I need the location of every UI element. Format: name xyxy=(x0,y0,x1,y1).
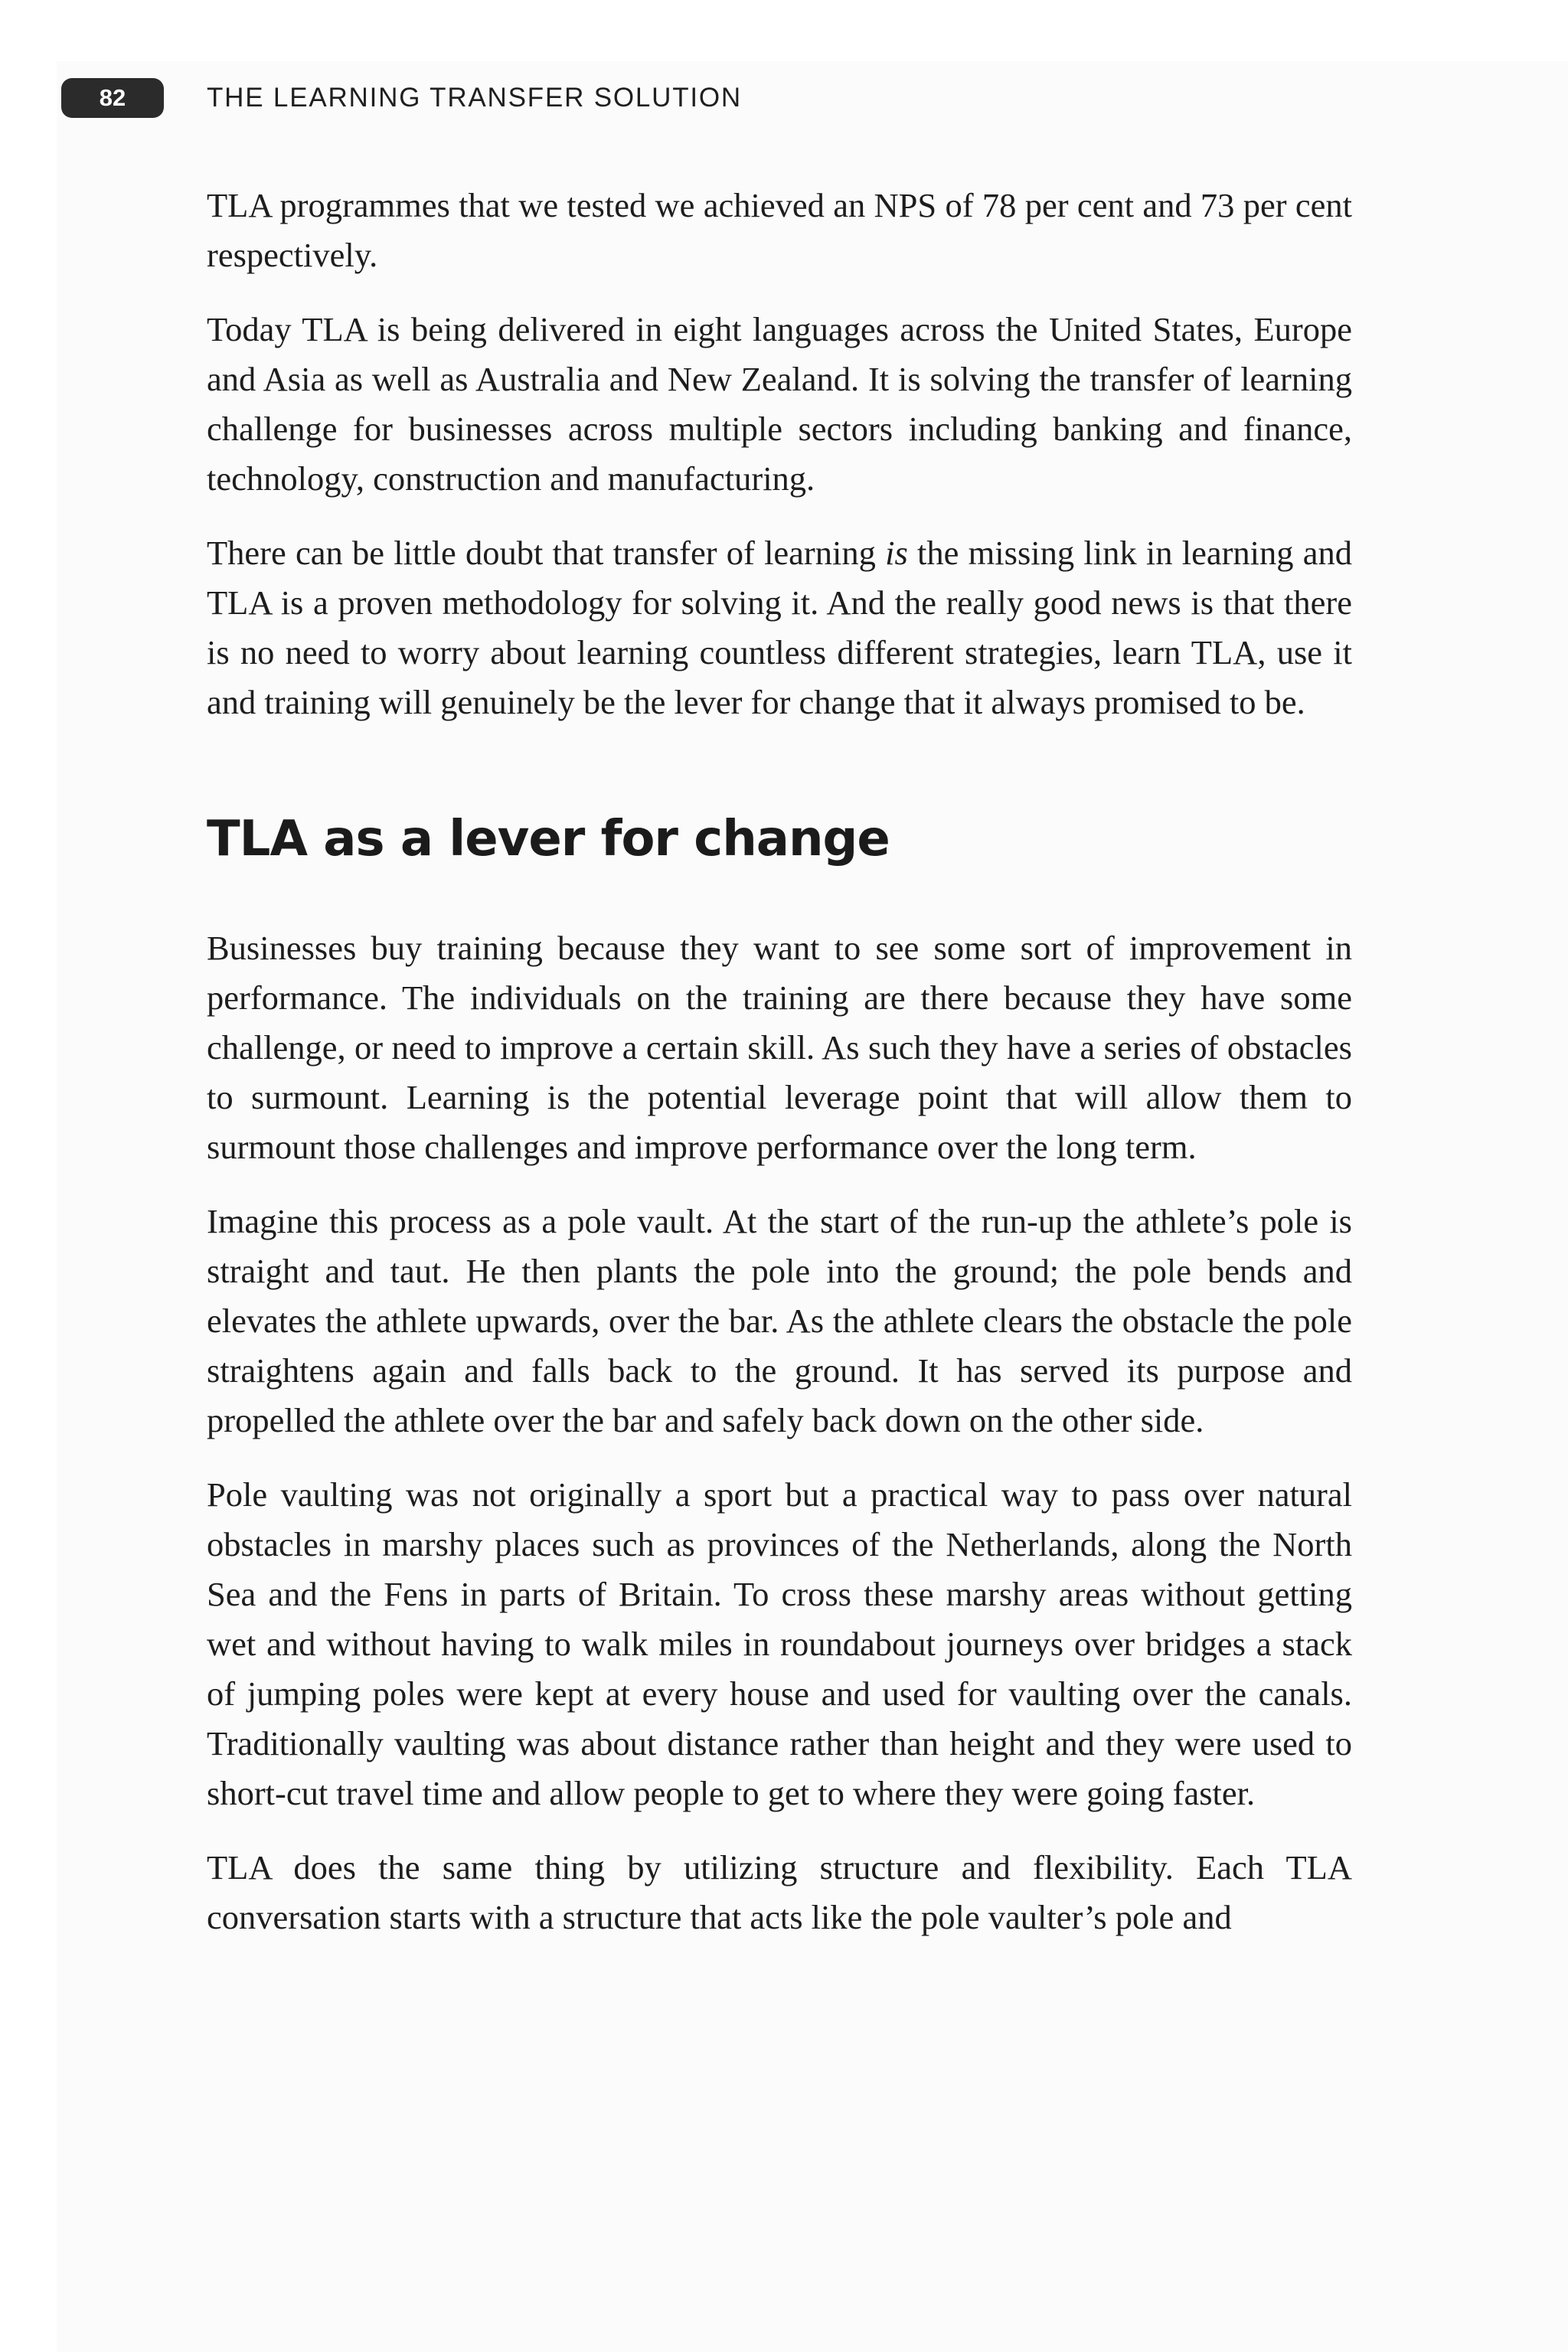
paragraph-pole-vault: Imagine this process as a pole vault. At the start of the run-up the athlete’s pole is straight and taut. He then plants the pole into the ground; the pole bends and elevates the athlete upwards, over the bar. As the athlete clears the obstacle the pole straightens again and falls back to the ground. It has served its purpose and propelled the athlete over the bar and safely back down on the other side. xyxy=(207,1202,1352,1439)
paragraph-structure: TLA does the same thing by utilizing structure and flexibility. Each TLA conversation starts with a structure that acts like the pole vaulter’s pole and xyxy=(207,1848,1352,1936)
running-head xyxy=(61,77,742,119)
emphasis-is: is xyxy=(885,534,908,572)
paragraph-history: Pole vaulting was not originally a sport but a practical way to pass over natural obstacles in marshy places such as provinces of the Netherlands, along the North Sea and the Fens in parts of Britain. To cross these marshy areas without getting wet and without having to walk miles in roundabout journeys over bridges a stack of jumping poles were kept at every house and used for vaulting over the canals. Traditionally vaulting was about distance rather than height and they were used to short-cut travel time and allow people to get to where they were going faster. xyxy=(207,1475,1352,1812)
section-heading: TLA as a lever for change xyxy=(207,811,890,867)
page-number: 82 xyxy=(61,78,164,118)
paragraph-nps: TLA programmes that we tested we achieved an NPS of 78 per cent and 73 per cent respectively. xyxy=(207,186,1352,274)
paragraph-languages: Today TLA is being delivered in eight languages across the United States, Europe and Asia as well as Australia and New Zealand. It is solving the transfer of learning challenge for businesses across multiple sectors including banking and finance, technology, construction and manufacturing. xyxy=(207,310,1352,498)
paragraph-missing-link xyxy=(207,528,1352,727)
missing-link-text-start: There can be little doubt that transfer of learning xyxy=(207,534,886,572)
body-text xyxy=(207,181,1352,1967)
paragraph-businesses: Businesses buy training because they want to see some sort of improvement in performance. The individuals on the training are there because they have some challenge, or need to improve a certain skill. As such they have a series of obstacles to surmount. Learning is the potential leverage point that will allow them to surmount those challenges and improve performance over the long term. xyxy=(207,929,1352,1166)
book-title: THE LEARNING TRANSFER SOLUTION xyxy=(207,83,743,113)
missing-link-text-end: the missing link in learning and TLA is a proven methodology for solving it. And the really good news is that there is no need to worry about learning countless different strategies, learn TLA, use it and training will genuinely be the lever for change that it always promised to be. xyxy=(207,534,1352,721)
